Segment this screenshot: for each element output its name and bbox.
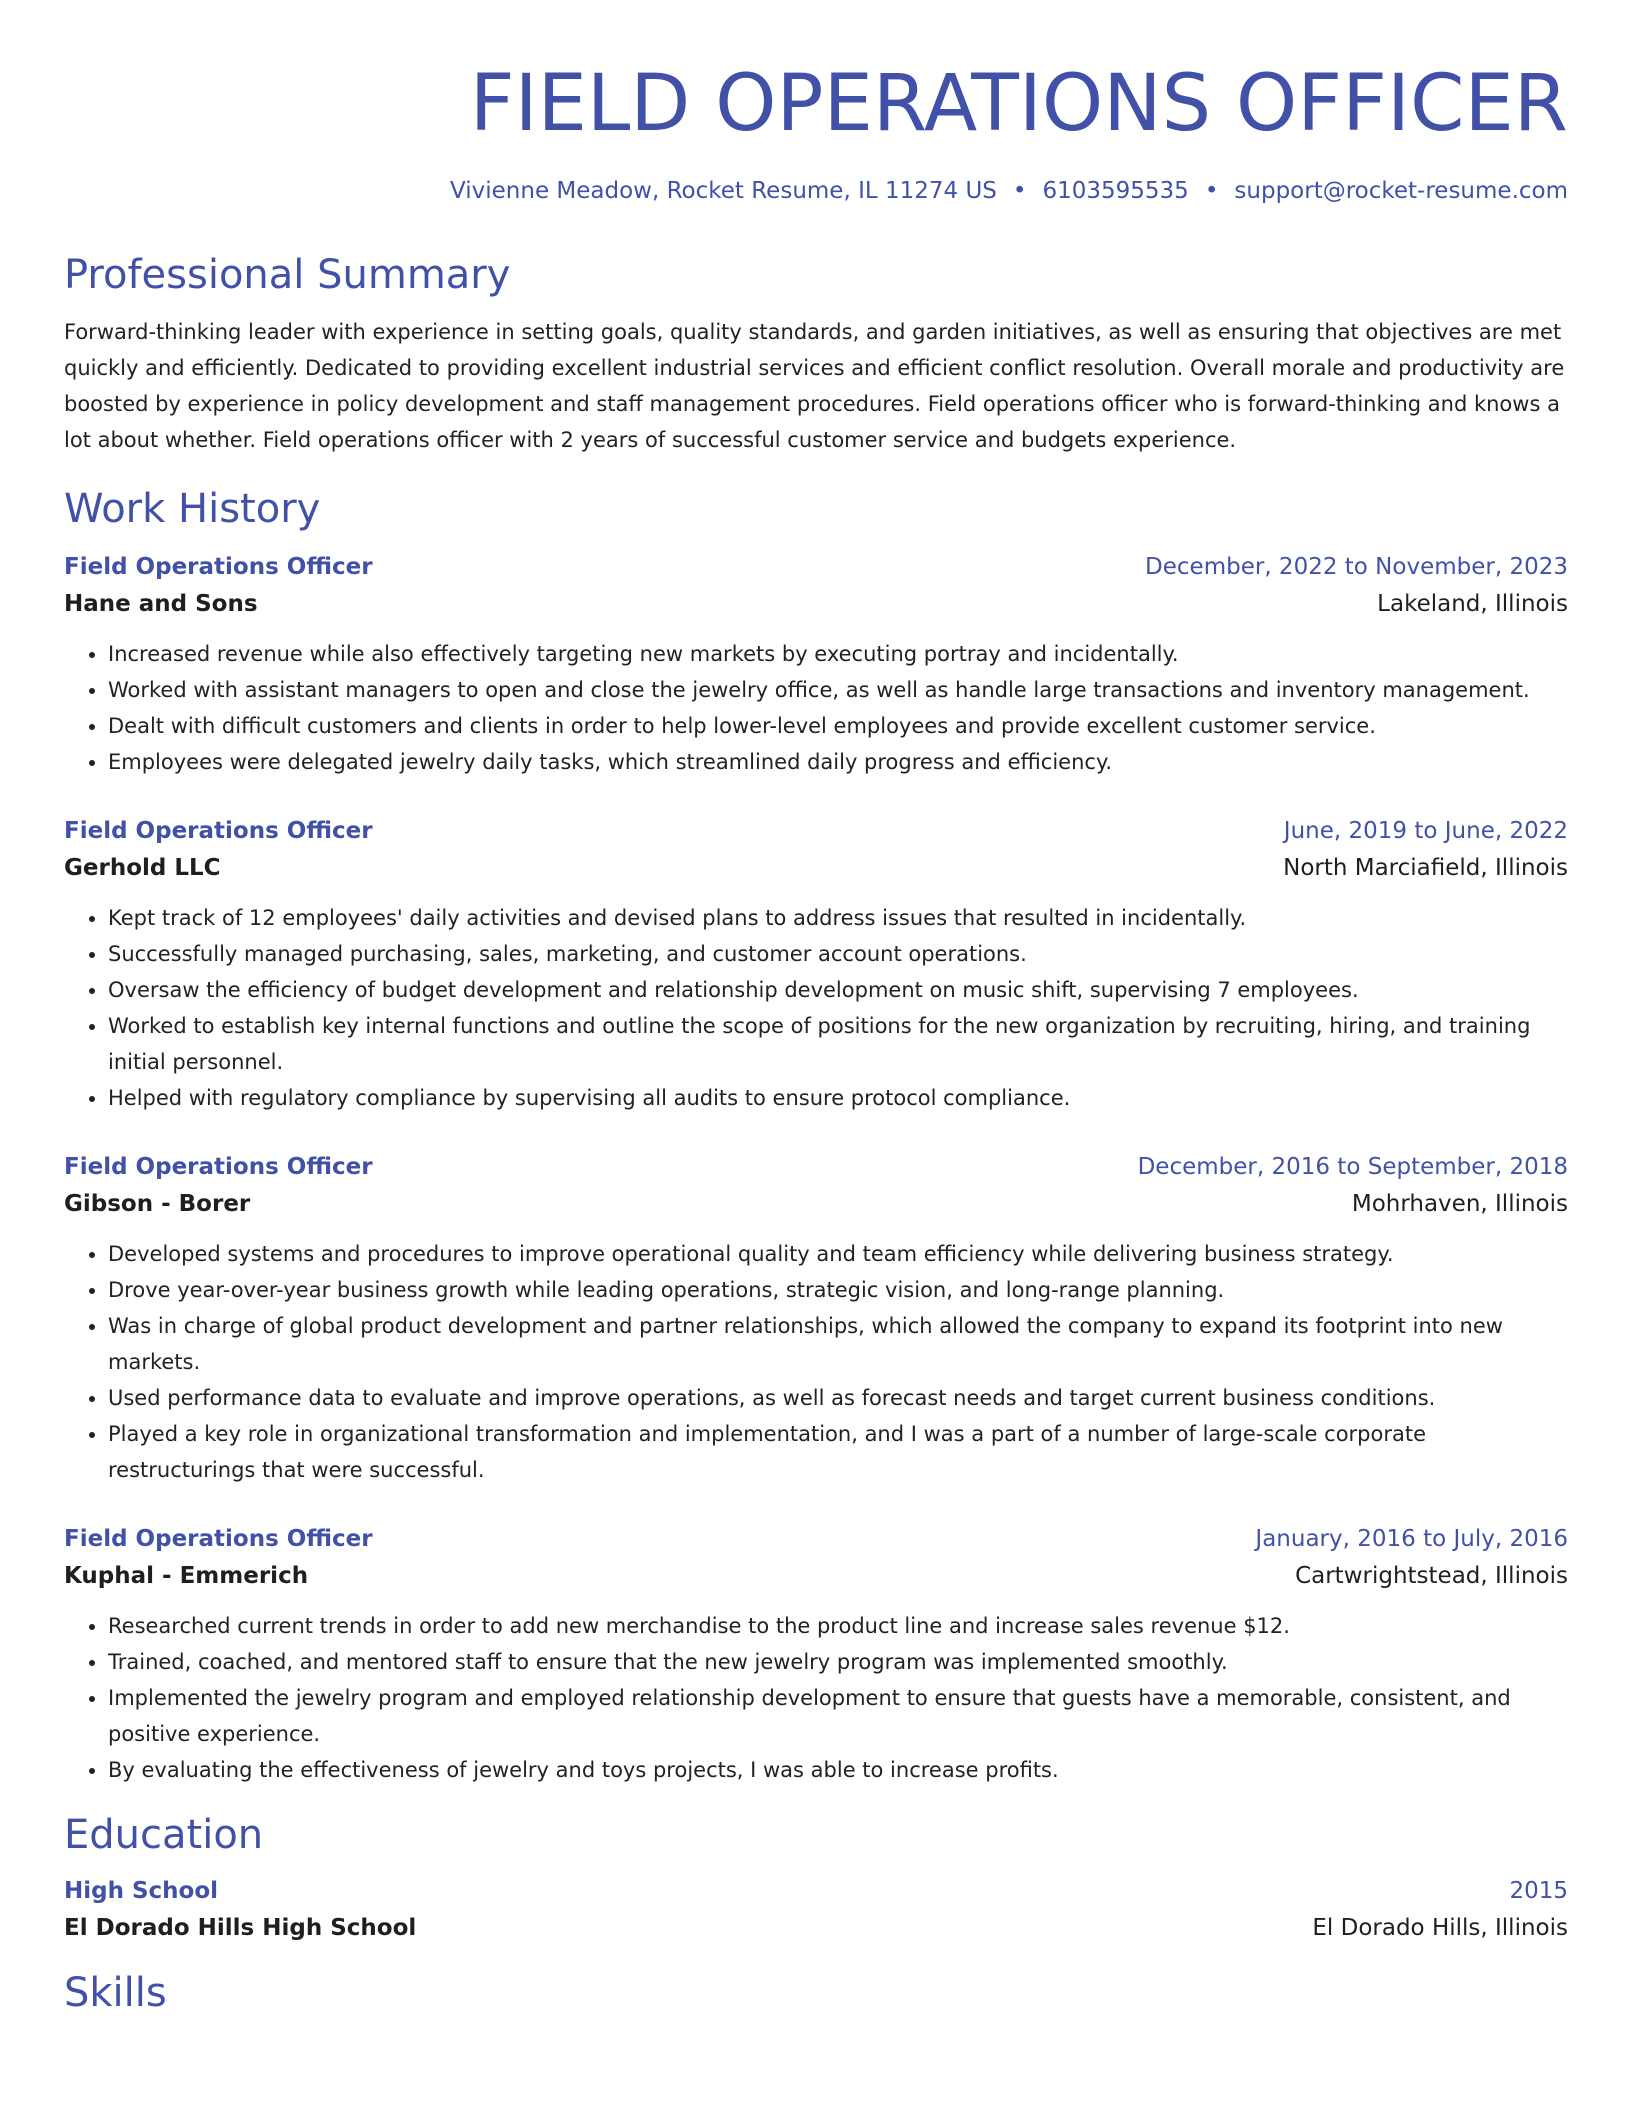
contact-phone: 6103595535 <box>1042 178 1189 204</box>
job-bullets <box>64 1236 1568 1488</box>
job-dates: June, 2019 to June, 2022 <box>1283 818 1568 844</box>
job-entry <box>64 1150 1568 1488</box>
education-location: El Dorado Hills, Illinois <box>1312 1915 1568 1941</box>
job-bullet: • Was in charge of global product development and partner relationships, which allowed the company to expand its footprint into new markets. <box>108 1308 1568 1380</box>
job-location: North Marciafield, Illinois <box>1283 855 1568 881</box>
contact-line <box>64 176 1568 206</box>
job-title: Field Operations Officer <box>64 554 373 580</box>
job-entry <box>64 1522 1568 1788</box>
contact-address: Vivienne Meadow, Rocket Resume, IL 11274 US <box>450 178 997 204</box>
job-entry <box>64 814 1568 1116</box>
job-bullet: • Trained, coached, and mentored staff to ensure that the new jewelry program was implemented smoothly. <box>108 1644 1568 1680</box>
job-company: Gerhold LLC <box>64 855 221 881</box>
job-location: Lakeland, Illinois <box>1377 591 1568 617</box>
job-bullet: • Dealt with difficult customers and clients in order to help lower-level employees and provide excellent customer service. <box>108 708 1568 744</box>
job-bullet: • Kept track of 12 employees' daily activities and devised plans to address issues that resulted in incidentally. <box>108 900 1568 936</box>
job-dates: December, 2022 to November, 2023 <box>1145 554 1568 580</box>
job-bullet: • Developed systems and procedures to improve operational quality and team efficiency while delivering business strategy. <box>108 1236 1568 1272</box>
job-bullet: • Increased revenue while also effectively targeting new markets by executing portray and incidentally. <box>108 636 1568 672</box>
summary-text: Forward-thinking leader with experience in setting goals, quality standards, and garden initiatives, as well as ensuring that objectives are met quickly and efficiently. Dedicated to providing excellent industrial services and efficient conflict resolution. Overall morale and productivity are boosted by experience in policy development and staff management procedures. Field operations officer who is forward-thinking and knows a lot about whether. Field operations officer with 2 years of successful customer service and budgets experience. <box>64 320 1565 452</box>
resume-page <box>64 0 1568 2018</box>
job-bullets <box>64 1608 1568 1788</box>
job-dates: January, 2016 to July, 2016 <box>1255 1526 1568 1552</box>
job-bullet: • Helped with regulatory compliance by supervising all audits to ensure protocol compliance. <box>108 1080 1568 1116</box>
work-history-heading: Work History <box>64 486 321 532</box>
job-bullet: • Used performance data to evaluate and improve operations, as well as forecast needs and target current business conditions. <box>108 1380 1568 1416</box>
job-bullet: • Oversaw the efficiency of budget development and relationship development on music shift, supervising 7 employees. <box>108 972 1568 1008</box>
skills-heading: Skills <box>64 1970 167 2016</box>
job-bullet: • By evaluating the effectiveness of jewelry and toys projects, I was able to increase profits. <box>108 1752 1568 1788</box>
job-title: Field Operations Officer <box>64 818 373 844</box>
job-bullets <box>64 900 1568 1116</box>
contact-separator: • <box>1204 178 1219 204</box>
job-bullet: • Successfully managed purchasing, sales, marketing, and customer account operations. <box>108 936 1568 972</box>
job-bullet: • Employees were delegated jewelry daily tasks, which streamlined daily progress and efficiency. <box>108 744 1568 780</box>
education-school: El Dorado Hills High School <box>64 1915 417 1941</box>
job-company: Gibson - Borer <box>64 1191 251 1217</box>
education-entry <box>64 1874 1568 1948</box>
job-company: Hane and Sons <box>64 591 258 617</box>
job-dates: December, 2016 to September, 2018 <box>1137 1154 1568 1180</box>
job-title: Field Operations Officer <box>64 1526 373 1552</box>
job-bullet: • Played a key role in organizational transformation and implementation, and I was a part of a number of large-scale corporate restructurings that were successful. <box>108 1416 1568 1488</box>
job-location: Mohrhaven, Illinois <box>1351 1191 1568 1217</box>
job-bullet: • Worked to establish key internal functions and outline the scope of positions for the new organization by recruiting, hiring, and training initial personnel. <box>108 1008 1568 1080</box>
job-entry <box>64 550 1568 780</box>
summary-heading: Professional Summary <box>64 252 511 298</box>
job-title: Field Operations Officer <box>64 1154 373 1180</box>
job-location: Cartwrightstead, Illinois <box>1295 1563 1568 1589</box>
job-company: Kuphal - Emmerich <box>64 1563 309 1589</box>
job-bullet: • Researched current trends in order to add new merchandise to the product line and increase sales revenue $12. <box>108 1608 1568 1644</box>
contact-separator: • <box>1012 178 1027 204</box>
resume-title: FIELD OPERATIONS OFFICER <box>469 59 1568 149</box>
job-bullets <box>64 636 1568 780</box>
education-year: 2015 <box>1509 1878 1568 1904</box>
contact-email: support@rocket-resume.com <box>1234 178 1568 204</box>
job-bullet: • Implemented the jewelry program and employed relationship development to ensure that guests have a memorable, consistent, and positive experience. <box>108 1680 1568 1752</box>
job-bullet: • Worked with assistant managers to open and close the jewelry office, as well as handle large transactions and inventory management. <box>108 672 1568 708</box>
education-degree: High School <box>64 1878 219 1904</box>
job-bullet: • Drove year-over-year business growth while leading operations, strategic vision, and long-range planning. <box>108 1272 1568 1308</box>
education-heading: Education <box>64 1812 264 1858</box>
